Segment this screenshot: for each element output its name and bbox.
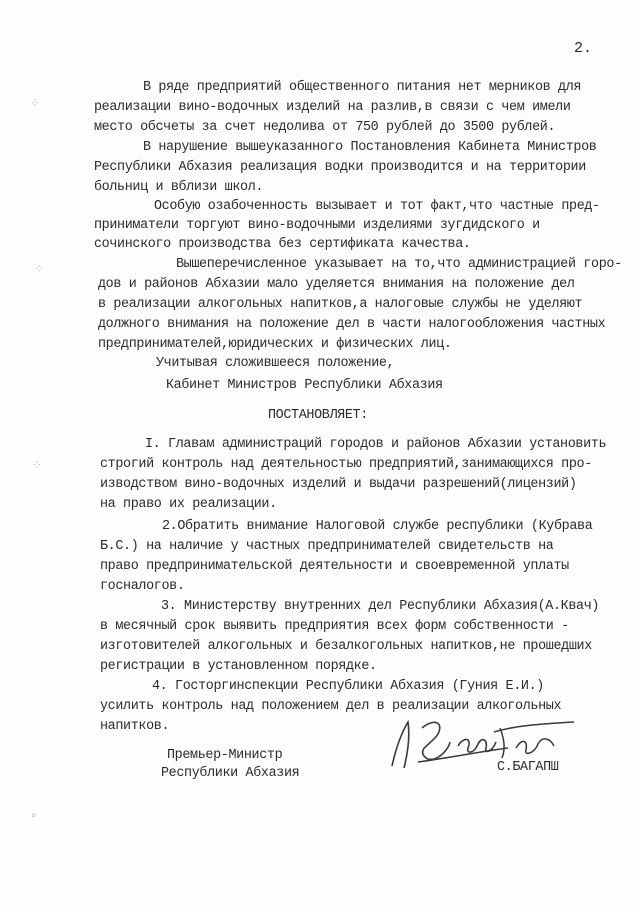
text-line: В ряде предприятий общественного питания нет мерников для: [143, 80, 582, 95]
margin-mark: ⁘: [32, 459, 43, 473]
margin-mark: ∘: [30, 809, 38, 823]
text-line: Особую озабоченность вызывает и тот факт,что частные пред-: [154, 199, 600, 214]
text-line: сочинского производства без сертификата качества.: [94, 237, 471, 252]
text-line: в реализации алкогольных напитков,а налоговые службы не уделяют: [98, 297, 583, 312]
signatory-title: Премьер-Министр: [167, 748, 283, 763]
text-line: В нарушение вышеуказанного Постановления Кабинета Министров: [143, 140, 597, 155]
item-line: 4. Госторгинспекции Республики Абхазия (Гуния Е.И.): [152, 679, 544, 694]
item-line: право предпринимательской деятельности и своевременной уплаты: [100, 559, 569, 574]
item-line: напитков.: [100, 719, 170, 734]
margin-mark: ⁘: [34, 263, 45, 277]
text-line: предпринимателей,юридических и физических лиц.: [98, 337, 452, 352]
item-line: Б.С.) на наличие у частных предпринимателей свидетельств на: [100, 539, 554, 554]
signatory-name: С.БАГАПШ: [497, 760, 559, 775]
text-line: Республики Абхазия реализация водки производится и на территории: [94, 160, 586, 175]
signatory-title: Республики Абхазия: [161, 766, 300, 781]
text-line: место обсчеты за счет недолива от 750 рублей до 3500 рублей.: [94, 120, 556, 135]
text-line: приниматели торгуют вино-водочными изделиями зугдидского и: [94, 218, 540, 233]
item-line: изготовителей алкогольных и безалкогольных напитков,не прошедших: [100, 639, 592, 654]
item-line: изводством вино-водочных изделий и выдачи разрешений(лицензий): [100, 477, 577, 492]
text-line: Учитывая сложившееся положение,: [156, 356, 395, 371]
item-line: регистрации в установленном порядке.: [100, 659, 377, 674]
margin-mark: ⁘: [30, 97, 41, 111]
item-line: усилить контроль над положением дел в реализации алкогольных: [100, 699, 562, 714]
item-line: I. Главам администраций городов и районов Абхазии установить: [145, 437, 607, 452]
text-line: Вышеперечисленное указывает на то,что администрацией горо-: [176, 257, 622, 272]
item-line: строгий контроль над деятельностью предприятий,занимающихся про-: [100, 457, 592, 472]
text-line: дов и районов Абхазии мало уделяется внимания на положение дел: [98, 277, 575, 292]
resolves-heading: ПОСТАНОВЛЯЕТ:: [268, 408, 368, 423]
text-line: реализации вино-водочных изделий на разлив,в связи с чем имели: [94, 100, 571, 115]
item-line: госналогов.: [100, 579, 185, 594]
item-line: 2.Обратить внимание Налоговой службе республики (Кубрава: [162, 519, 593, 534]
item-line: на право их реализации.: [100, 497, 277, 512]
page-number: 2.: [574, 40, 593, 57]
item-line: 3. Министерству внутренних дел Республики Абхазия(А.Квач): [161, 599, 600, 614]
issuer-line: Кабинет Министров Республики Абхазия: [166, 378, 443, 393]
text-line: должного внимания на положение дел в части налогообложения частных: [98, 317, 606, 332]
text-line: больниц и вблизи школ.: [94, 180, 264, 195]
item-line: в месячный срок выявить предприятия всех форм собственности -: [100, 619, 569, 634]
